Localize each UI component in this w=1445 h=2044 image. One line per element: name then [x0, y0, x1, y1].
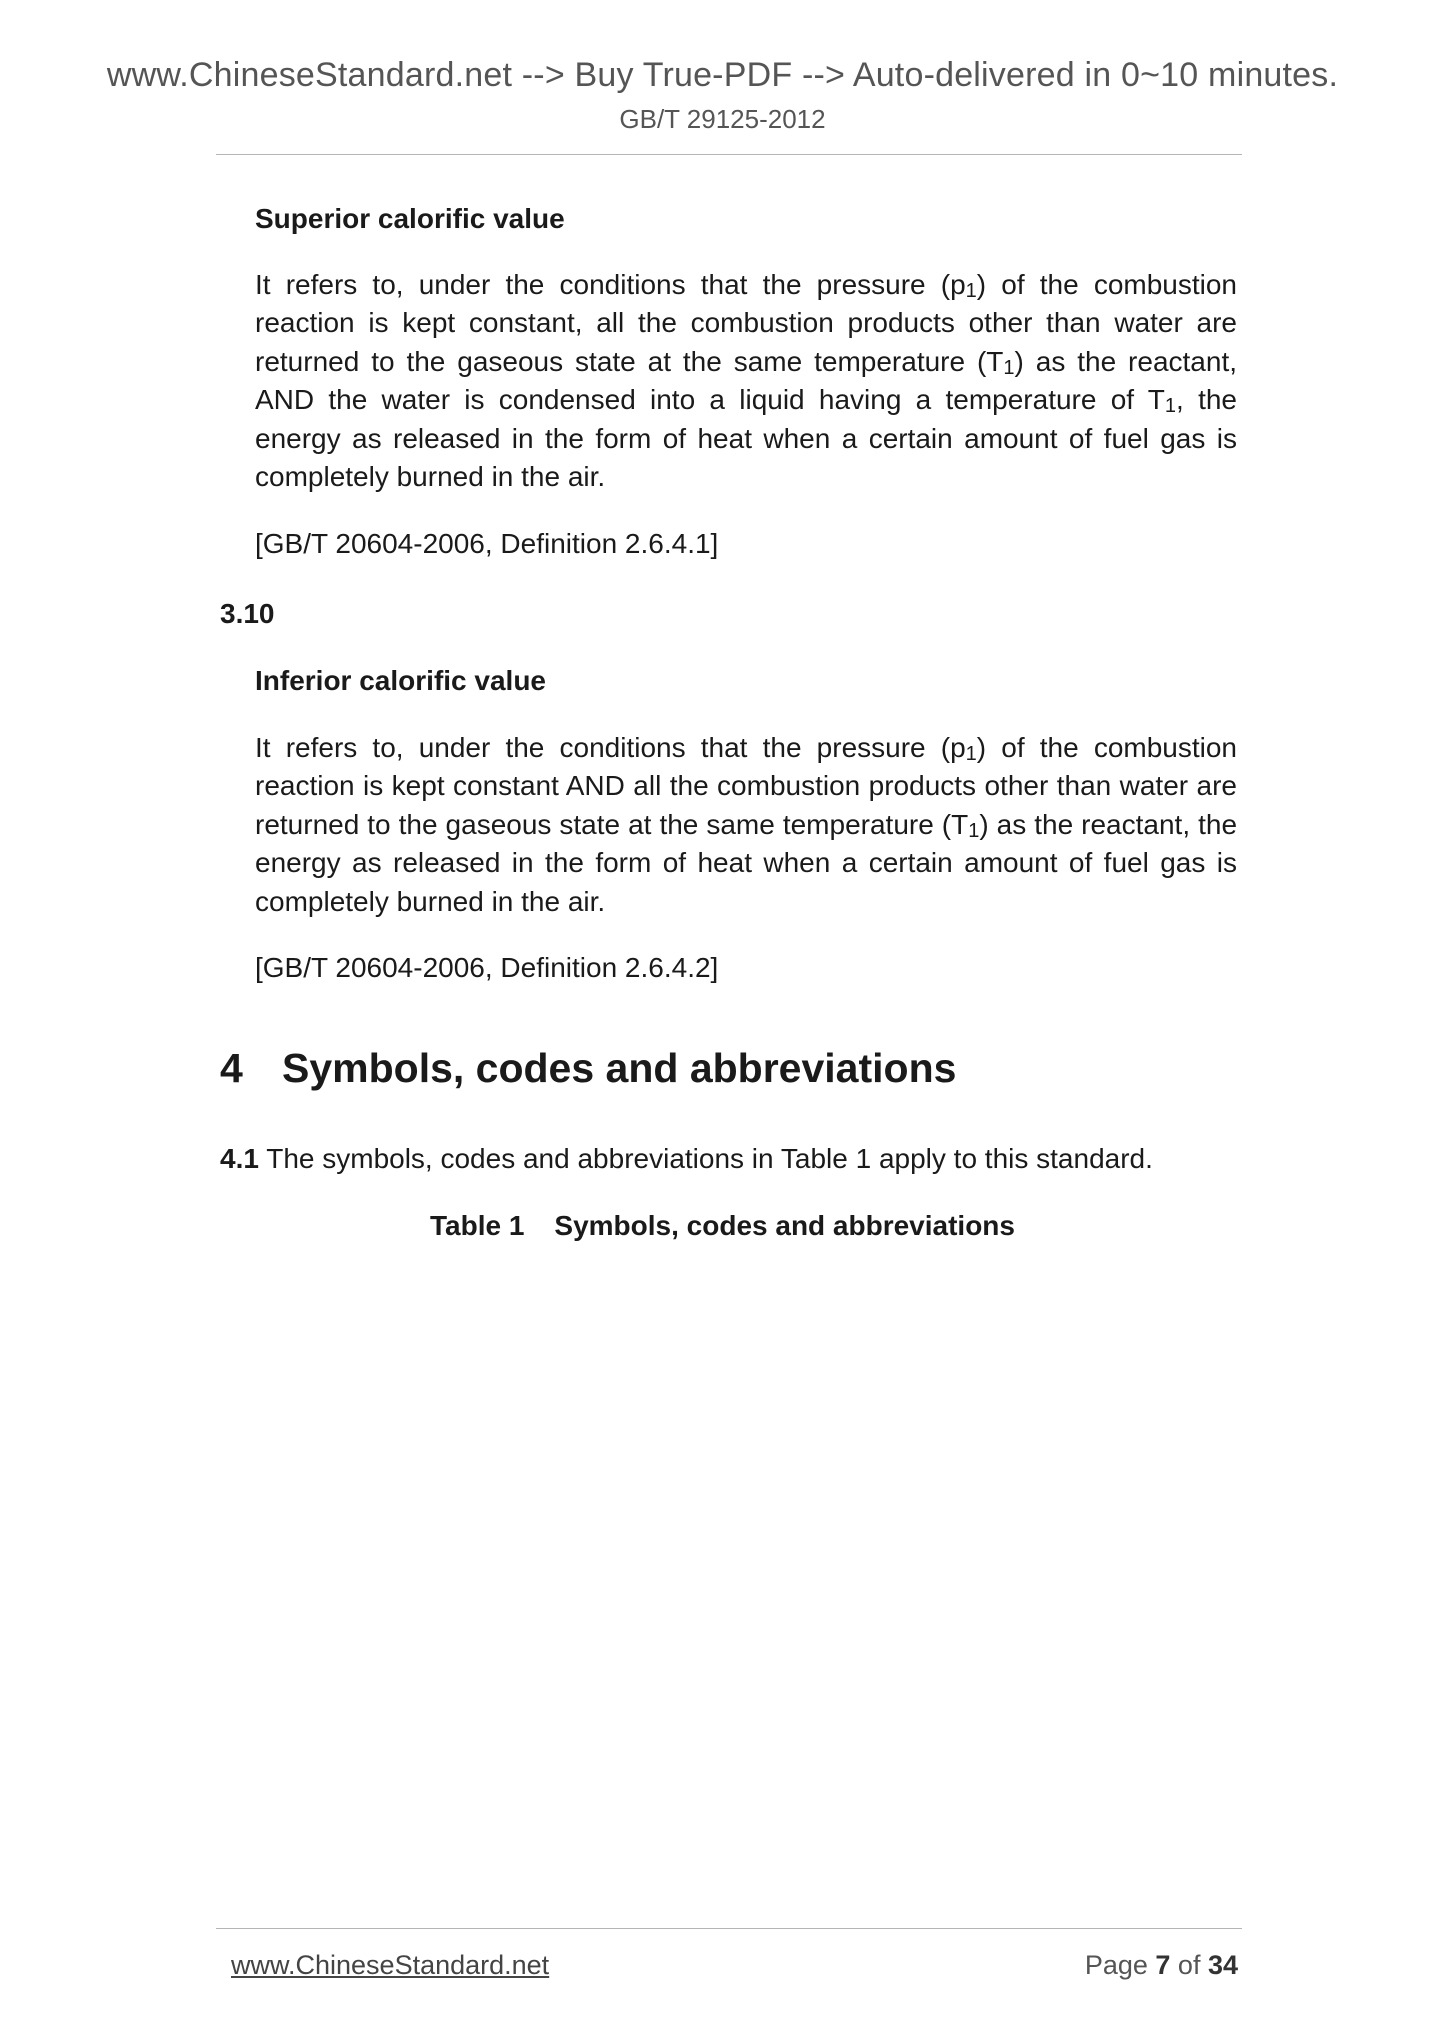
term-reference-inferior: [GB/T 20604-2006, Definition 2.6.4.2] — [255, 952, 719, 983]
standard-code: GB/T 29125-2012 — [619, 104, 826, 134]
page-indicator: Page 7 of 34 — [1084, 1950, 1238, 1980]
header-banner: www.ChineseStandard.net --> Buy True-PDF --> Auto-delivered in 0~10 minutes. — [106, 56, 1339, 94]
page-current: 7 — [1155, 1950, 1171, 1980]
header-divider — [216, 154, 1242, 155]
clause-4-1 — [220, 1143, 1153, 1175]
term-title-superior: Superior calorific value — [255, 203, 565, 234]
table-title: Symbols, codes and abbreviations — [554, 1210, 1015, 1241]
clause-text: The symbols, codes and abbreviations in Table 1 apply to this standard. — [258, 1143, 1153, 1174]
term-reference-superior: [GB/T 20604-2006, Definition 2.6.4.1] — [255, 528, 719, 559]
table-label: Table 1 — [430, 1210, 525, 1241]
term-definition-superior: It refers to, under the conditions that the pressure $(p_1)$ of the combustion reaction is kept constant, all the combustion products other than water are returned to the gaseous state at the same temperature $(T_1)$ as the reactant, AND the water is condensed into a liquid having a temperature of $T_1$, the energy as released in the form of heat when a certain amount of fuel gas is completely burned in the air. — [255, 269, 1238, 493]
footer-divider — [216, 1928, 1242, 1929]
page-total: 34 — [1207, 1950, 1238, 1980]
section-heading — [220, 1045, 956, 1092]
term-title-inferior: Inferior calorific value — [255, 665, 546, 696]
section-title: Symbols, codes and abbreviations — [282, 1045, 957, 1091]
footer-website-link[interactable]: www.ChineseStandard.net — [231, 1950, 550, 1980]
clause-number-3-10: 3.10 — [220, 598, 275, 629]
table-caption — [0, 1210, 1445, 1242]
section-number: 4 — [220, 1045, 243, 1091]
clause-number-4-1: 4.1 — [220, 1143, 259, 1174]
term-definition-inferior: It refers to, under the conditions that the pressure $(p_1)$ of the combustion reaction is kept constant AND all the combustion products other than water are returned to the gaseous state at the same temperature $(T_1)$ as the reactant, the energy as released in the form of heat when a certain amount of fuel gas is completely burned in the air. — [255, 732, 1238, 917]
